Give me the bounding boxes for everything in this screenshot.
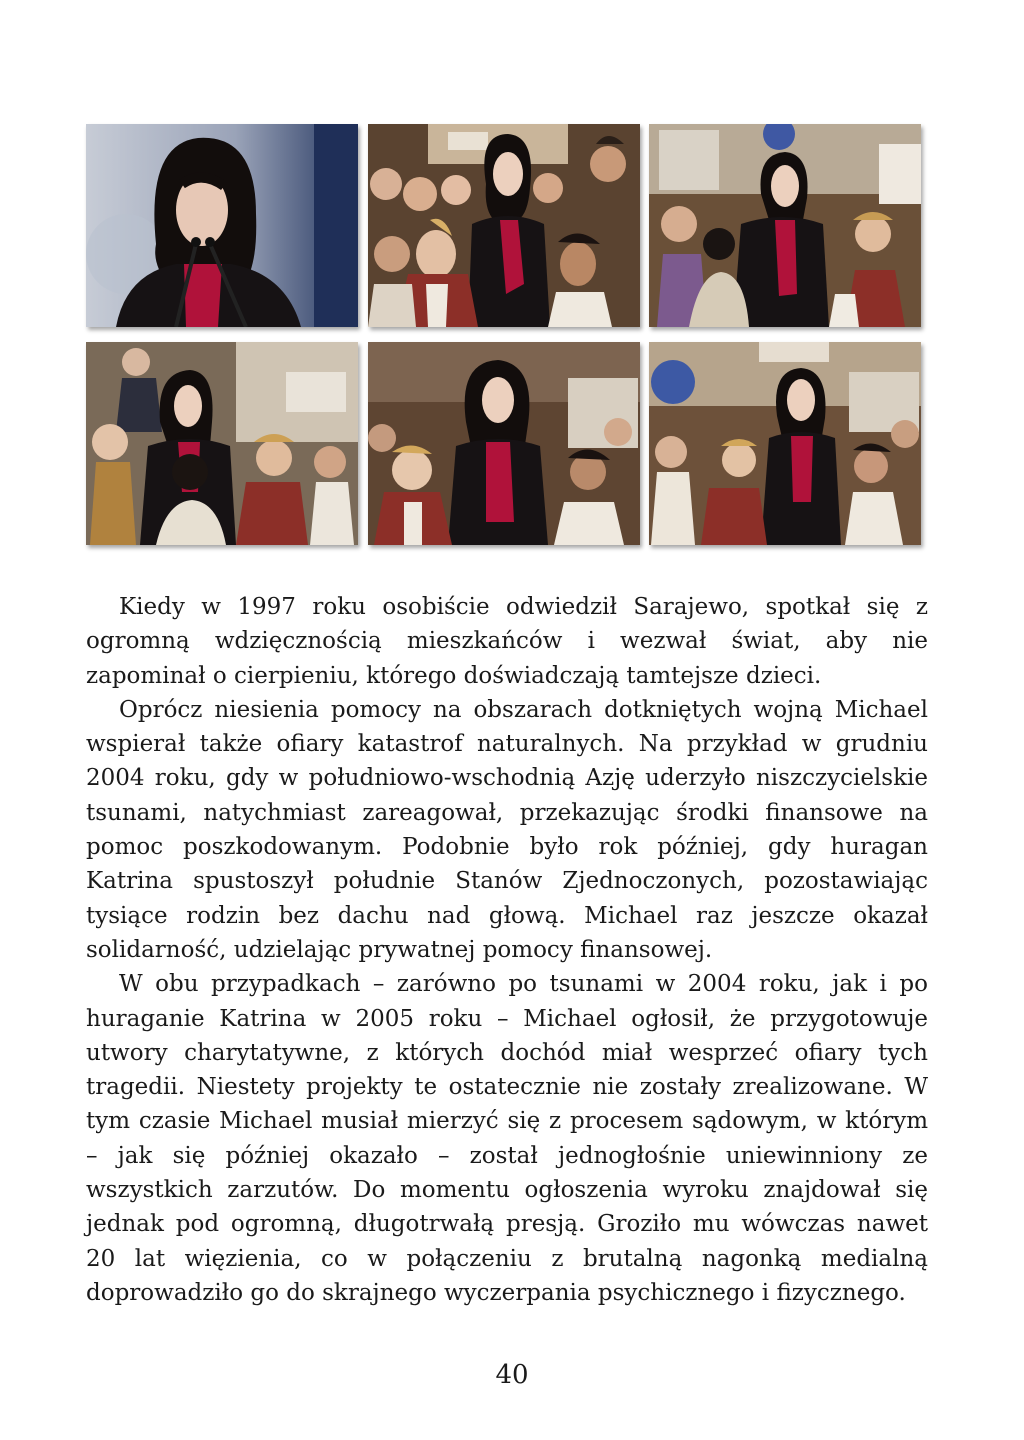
photo-children-group-5: [649, 342, 921, 545]
page-number: 40: [495, 1360, 529, 1390]
paragraph-3: W obu przypadkach – zarówno po tsunami w 2004 roku, jak i po huraganie Katrina w 2005 roku – Michael ogłosił, że przygotowuje utwory charytatywne, z których dochód miał wesprzeć ofiary tych tragedii. Niestety projekty te ostatecznie nie zostały zrealizowane. W tym czasie Michael musiał mierzyć się z procesem sądowym, w którym – jak się później okazało – został jednogłośnie uniewinniony ze wszystkich zarzutów. Do momentu ogłoszenia wyroku znajdował się jednak pod ogromną, długotrwałą presją. Groziło mu wówczas nawet 20 lat więzienia, co w połączeniu z brutalną nagonką medialną doprowadziło go do skrajnego wyczerpania psychicznego i fizycznego.: [86, 971, 928, 1306]
photo-podium-speech: [86, 124, 358, 327]
paragraph-1: Kiedy w 1997 roku osobiście odwiedził Sarajewo, spotkał się z ogromną wdzięcznością mieszkańców i wezwał świat, aby nie zapominał o cierpieniu, którego doświadczają tamtejsze dzieci.: [86, 594, 928, 689]
photo-grid: [86, 124, 926, 546]
body-text: [86, 590, 928, 1310]
paragraph-2: Oprócz niesienia pomocy na obszarach dotkniętych wojną Michael wspierał także ofiary katastrof naturalnych. Na przykład w grudniu 2004 roku, gdy w południowo-wschodnią Azję uderzyło niszczycielskie tsunami, natychmiast zareagował, przekazując środki finansowe na pomoc poszkodowanym. Podobnie było rok później, gdy huragan Katrina spustoszył południe Stanów Zjednoczonych, pozostawiając tysiące rodzin bez dachu nad głową. Michael raz jeszcze okazał solidarność, udzielając prywatnej pomocy finansowej.: [86, 696, 928, 963]
photo-children-group-1: [368, 124, 640, 327]
photo-children-group-4: [368, 342, 640, 545]
photo-children-group-3: [86, 342, 358, 545]
photo-children-group-2: [649, 124, 921, 327]
